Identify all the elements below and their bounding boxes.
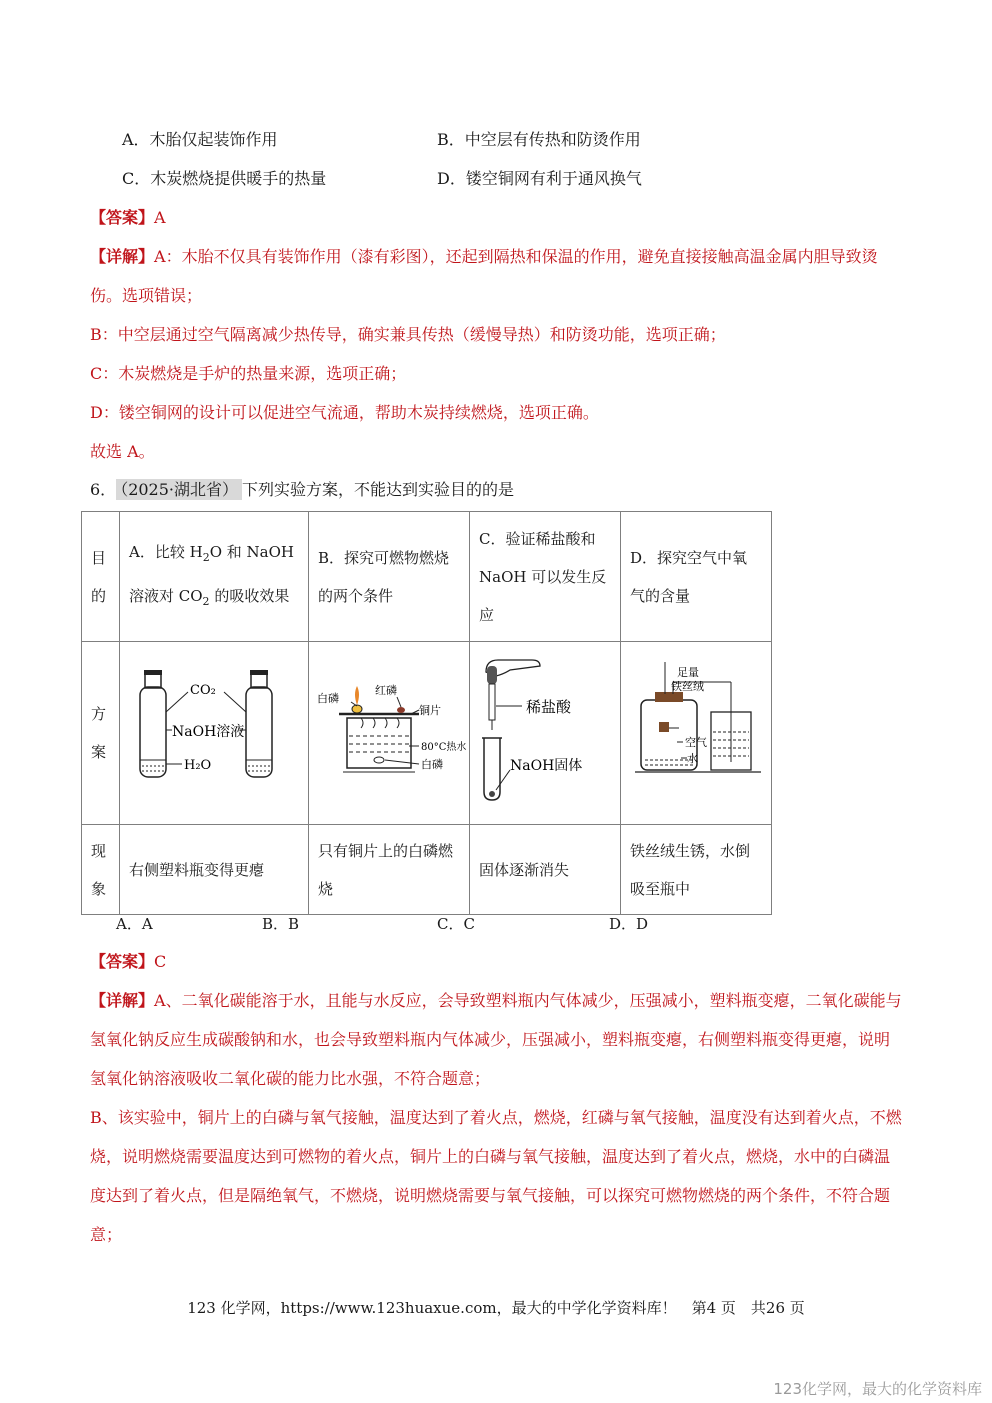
- label-naoh-solution: NaOH溶液: [172, 724, 245, 740]
- detail-tag: 【详解】: [90, 247, 155, 266]
- q6-option-d: D．D: [609, 915, 649, 933]
- watermark: 123化学网，最大的化学资料库: [773, 1380, 982, 1398]
- phenomenon-b: 只有铜片上的白磷燃烧: [309, 825, 470, 915]
- q6-option-a: A．A: [116, 915, 153, 933]
- scheme-a: [120, 642, 309, 825]
- page-footer: 123 化学网，https://www.123huaxue.com，最大的中学化学资料库！ 第4 页 共26 页: [187, 1299, 805, 1317]
- q5-detail: [90, 237, 902, 471]
- detail-a: A、二氧化碳能溶于水，且能与水反应，会导致塑料瓶内气体减少，压强减小，塑料瓶变瘪，二氧化碳能与氢氧化钠反应生成碳酸钠和水，也会导致塑料瓶内气体减少，压强减小，塑料瓶变瘪，右侧塑料瓶变得更瘪，说明氢氧化钠溶液吸收二氧化碳的能力比水强，不符合题意；: [90, 991, 902, 1088]
- answer-tag: 【答案】: [90, 952, 155, 971]
- label-enough: 足量: [677, 666, 699, 679]
- purpose-c: C．验证稀盐酸和 NaOH 可以发生反应: [470, 512, 621, 642]
- label-air: 空气: [685, 736, 707, 749]
- q5-option-c: C．木炭燃烧提供暖手的热量: [122, 169, 327, 188]
- q6-source: （2025·湖北省）: [116, 479, 242, 500]
- detail-line-a: A：木胎不仅具有装饰作用（漆有彩图），还起到隔热和保温的作用，避免直接接触高温金属内胆导致烫伤。选项错误；: [90, 247, 878, 305]
- label-white-p-water: 白磷: [421, 758, 443, 771]
- q5-option-d: D．镂空铜网有利于通风换气: [437, 169, 642, 188]
- row-header-scheme: 方案: [82, 642, 120, 825]
- test-tube-diagram: [470, 642, 620, 810]
- label-hot-water: 80°C热水: [421, 742, 467, 753]
- label-white-p: 白磷: [317, 692, 339, 705]
- experiment-table: [81, 511, 772, 915]
- label-h2o: H₂O: [184, 758, 212, 773]
- q6-answer: [90, 952, 166, 972]
- label-red-p: 红磷: [375, 684, 397, 697]
- phenomenon-a: 右侧塑料瓶变得更瘪: [120, 825, 309, 915]
- scheme-c: [470, 642, 621, 825]
- purpose-b: B．探究可燃物燃烧的两个条件: [309, 512, 470, 642]
- detail-line-d: D：镂空铜网的设计可以促进空气流通，帮助木炭持续燃烧，选项正确。: [90, 403, 599, 422]
- detail-line-b: B：中空层通过空气隔离减少热传导，确实兼具传热（缓慢导热）和防烫功能，选项正确；: [90, 325, 726, 344]
- conclusion: 故选 A。: [90, 442, 155, 461]
- q6-stem: [90, 480, 514, 500]
- scheme-b: [309, 642, 470, 825]
- label-naoh-solid: NaOH固体: [510, 758, 583, 774]
- label-water: 水: [687, 752, 698, 765]
- answer-value: A: [154, 208, 166, 227]
- answer-value: C: [154, 952, 167, 971]
- label-copper: 铜片: [419, 704, 441, 717]
- phenomenon-c: 固体逐渐消失: [470, 825, 621, 915]
- q6-option-c: C．C: [437, 915, 475, 933]
- q5-answer: [90, 208, 166, 228]
- scheme-d: [621, 642, 772, 825]
- q6-text: 下列实验方案，不能达到实验目的的是: [242, 480, 515, 499]
- label-dilute-hcl: 稀盐酸: [526, 698, 572, 716]
- q5-option-a: A．木胎仅起装饰作用: [122, 130, 278, 149]
- phenomenon-d: 铁丝绒生锈，水倒吸至瓶中: [621, 825, 772, 915]
- detail-b: B、该实验中，铜片上的白磷与氧气接触，温度达到了着火点，燃烧，红磷与氧气接触，温度没有达到着火点，不燃烧，说明燃烧需要温度达到可燃物的着火点，铜片上的白磷与氧气接触，温度达到了着火点，燃烧，水中的白磷温度达到了着火点，但是隔绝氧气，不燃烧，说明燃烧需要与氧气接触，可以探究可燃物燃烧的两个条件，不符合题意；: [90, 1108, 902, 1244]
- bottles-diagram: [120, 642, 308, 810]
- row-header-phenomenon: 现象: [82, 825, 120, 915]
- answer-tag: 【答案】: [90, 208, 155, 227]
- label-iron-wire: 铁丝绒: [671, 680, 704, 693]
- row-header-purpose: 目的: [82, 512, 120, 642]
- detail-tag: 【详解】: [90, 991, 155, 1010]
- q6-number: 6．: [90, 480, 117, 499]
- detail-line-c: C：木炭燃烧是手炉的热量来源，选项正确；: [90, 364, 407, 383]
- oxygen-content-diagram: [621, 642, 771, 810]
- label-co2: CO₂: [190, 683, 216, 698]
- purpose-d: D．探究空气中氧气的含量: [621, 512, 772, 642]
- purpose-a: A．比较 $H_2O$ 和 NaOH 溶液对 $CO_2$ 的吸收效果: [120, 512, 309, 642]
- q5-option-b: B．中空层有传热和防烫作用: [437, 130, 641, 149]
- q6-option-b: B．B: [262, 915, 300, 933]
- q6-detail: [90, 981, 902, 1254]
- combustion-diagram: [309, 642, 469, 810]
